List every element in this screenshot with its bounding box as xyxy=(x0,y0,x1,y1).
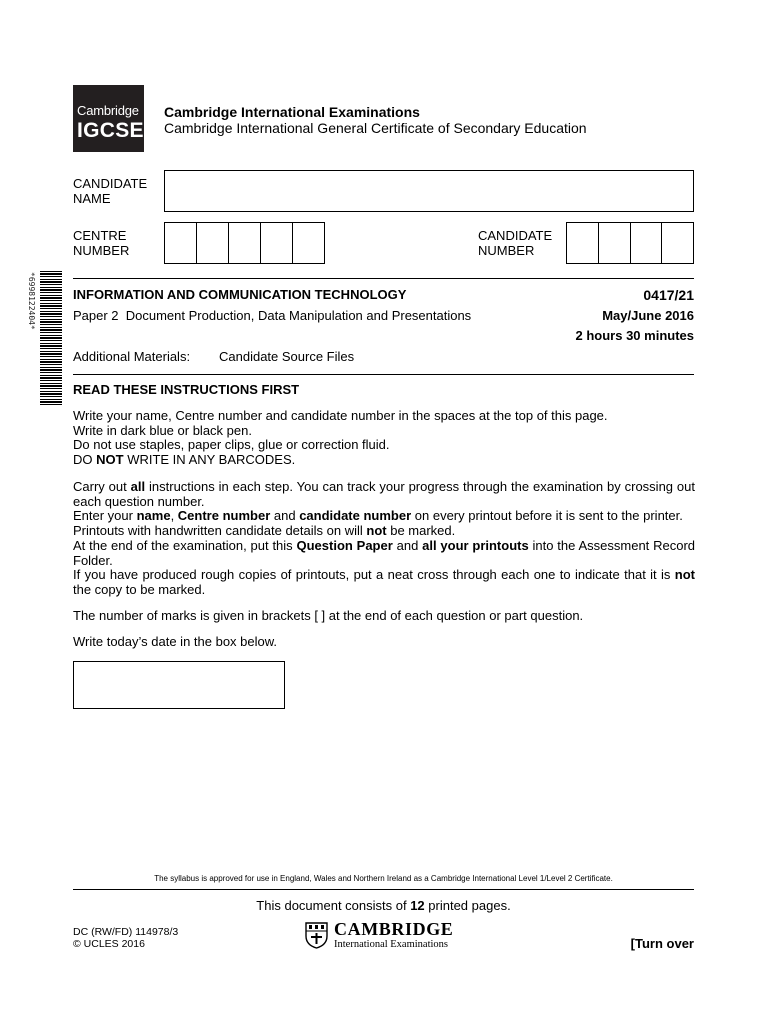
exam-session: May/June 2016 xyxy=(602,308,694,323)
centre-number-label: CENTRE NUMBER xyxy=(73,228,130,258)
exam-duration: 2 hours 30 minutes xyxy=(575,328,694,343)
cambridge-wordmark-sub: International Examinations xyxy=(334,939,449,950)
instruction-line: Carry out all instructions in each step. You can track your progress through the examination by crossing out each question number. xyxy=(73,479,696,509)
centre-number-cell[interactable] xyxy=(165,223,197,263)
logo-bottom-text: IGCSE xyxy=(77,118,144,142)
instructions-block-1 xyxy=(73,409,695,468)
candidate-number-cell[interactable] xyxy=(567,223,599,263)
materials-label: Additional Materials: xyxy=(73,349,191,364)
centre-number-cell[interactable] xyxy=(197,223,229,263)
barcode-digits: *6998122404* xyxy=(27,272,36,330)
instructions-heading: READ THESE INSTRUCTIONS FIRST xyxy=(73,382,300,397)
subject-title: INFORMATION AND COMMUNICATION TECHNOLOGY xyxy=(73,287,407,302)
instruction-line: Do not use staples, paper clips, glue or correction fluid. xyxy=(73,437,390,453)
divider-footer xyxy=(73,889,694,890)
divider-middle xyxy=(73,374,694,375)
candidate-name-box[interactable] xyxy=(164,170,694,212)
exam-board-title: Cambridge International Examinations xyxy=(164,104,420,120)
copyright: © UCLES 2016 xyxy=(73,938,145,950)
instruction-line: Write your name, Centre number and candidate number in the spaces at the top of this page. xyxy=(73,408,608,423)
candidate-name-label: CANDIDATE NAME xyxy=(73,176,148,206)
barcode xyxy=(40,271,62,407)
divider-top xyxy=(73,278,694,279)
centre-number-boxes[interactable] xyxy=(164,222,325,264)
centre-number-cell[interactable] xyxy=(261,223,293,263)
candidate-number-label: CANDIDATE NUMBER xyxy=(478,228,553,258)
centre-number-cell[interactable] xyxy=(293,223,324,263)
instruction-line: If you have produced rough copies of printouts, put a neat cross through each one to indicate that it is not the copy to be marked. xyxy=(73,567,695,597)
centre-number-cell[interactable] xyxy=(229,223,261,263)
candidate-number-cell[interactable] xyxy=(662,223,693,263)
date-instruction: Write today’s date in the box below. xyxy=(73,634,278,649)
cambridge-crest-icon xyxy=(305,922,328,949)
igcse-logo xyxy=(73,85,144,152)
logo-top-text: Cambridge xyxy=(77,102,139,118)
instruction-line: Write in dark blue or black pen. xyxy=(73,422,252,438)
paper-code: 0417/21 xyxy=(643,287,694,303)
instruction-line: DO NOT WRITE IN ANY BARCODES. xyxy=(73,452,296,468)
candidate-number-boxes[interactable] xyxy=(566,222,694,264)
page-count: This document consists of 12 printed pages. xyxy=(256,898,511,913)
paper-title: Paper 2 Document Production, Data Manipulation and Presentations xyxy=(73,308,472,323)
syllabus-note: The syllabus is approved for use in England, Wales and Northern Ireland as a Cambridge International Level 1/Level 2 Certificate. xyxy=(154,874,613,883)
cambridge-wordmark: CAMBRIDGE xyxy=(334,919,454,939)
candidate-number-cell[interactable] xyxy=(599,223,631,263)
date-box[interactable] xyxy=(73,661,285,709)
instruction-line: Printouts with handwritten candidate details on will not be marked. xyxy=(73,523,456,539)
marks-note: The number of marks is given in brackets [ ] at the end of each question or part question. xyxy=(73,608,584,623)
materials-value: Candidate Source Files xyxy=(219,349,355,364)
candidate-number-cell[interactable] xyxy=(631,223,663,263)
instruction-line: At the end of the examination, put this Question Paper and all your printouts into the Assessment Record Folder. xyxy=(73,537,696,568)
certificate-title: Cambridge International General Certificate of Secondary Education xyxy=(164,120,587,136)
turn-over: [Turn over xyxy=(630,936,694,951)
instruction-line: Enter your name, Centre number and candidate number on every printout before it is sent to the printer. xyxy=(73,508,683,524)
dc-code: DC (RW/FD) 114978/3 xyxy=(73,926,179,938)
instructions-block-2 xyxy=(73,480,695,598)
